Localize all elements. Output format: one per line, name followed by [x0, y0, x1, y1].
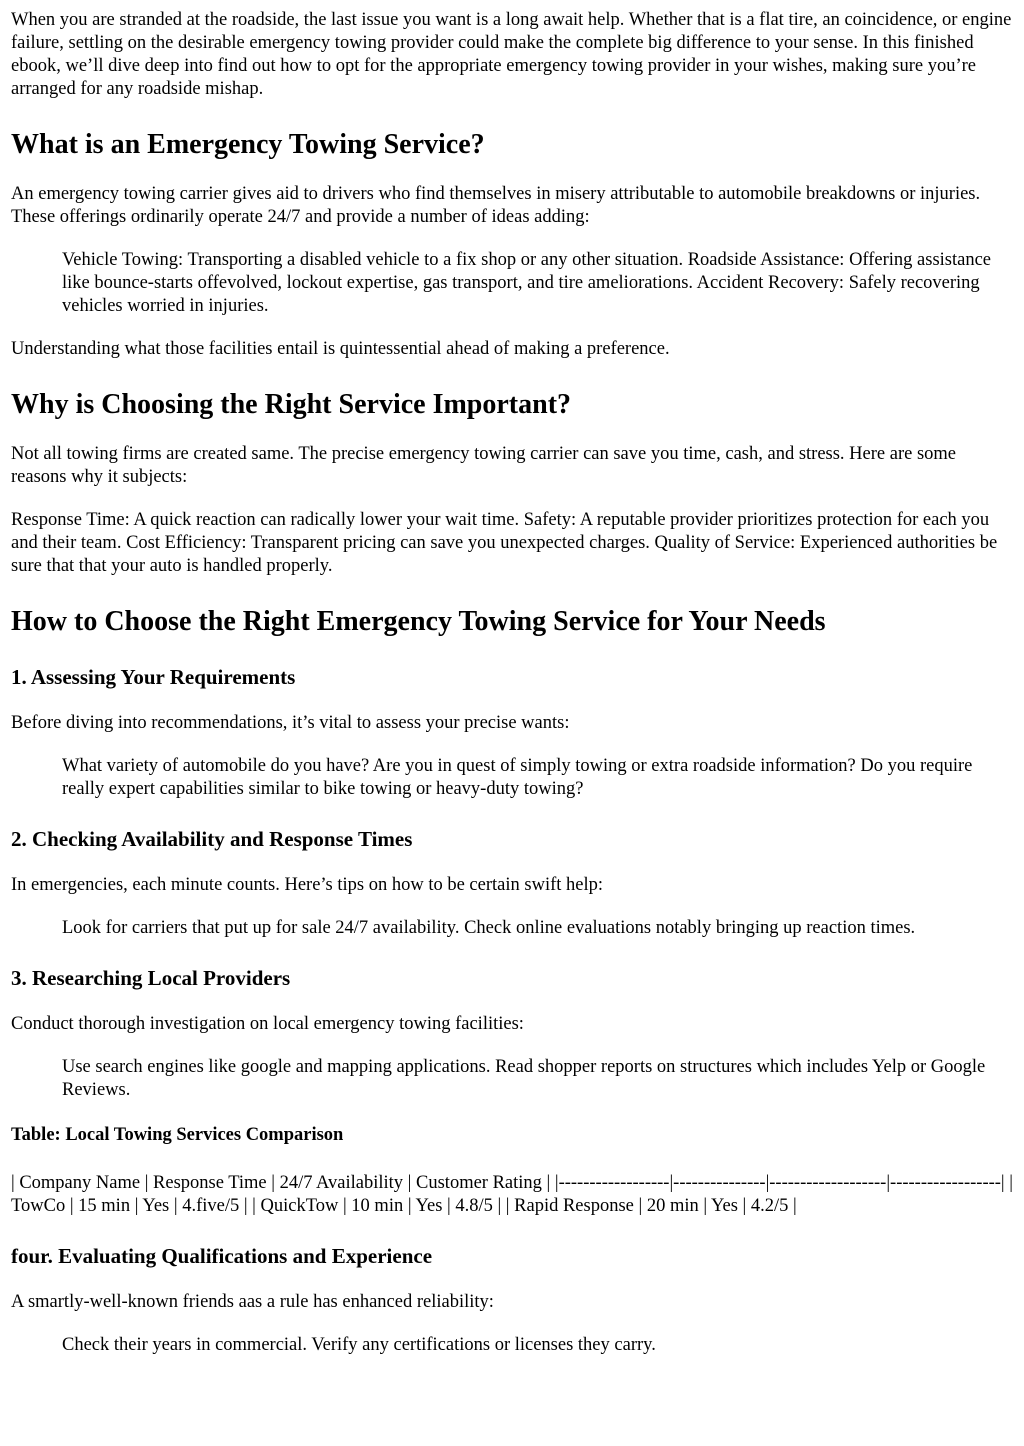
- section-heading-what-is: What is an Emergency Towing Service?: [11, 129, 485, 160]
- section-paragraph: Not all towing firms are created same. The precise emergency towing carrier can save you time, cash, and stress. Here are some reasons why it subjects:: [11, 444, 957, 487]
- subheading-researching: 3. Researching Local Providers: [11, 966, 291, 990]
- table-heading: Table: Local Towing Services Comparison: [11, 1125, 344, 1145]
- subsection-paragraph: A smartly-well-known friends aas a rule has enhanced reliability:: [11, 1292, 494, 1312]
- section-heading-how-to-choose: How to Choose the Right Emergency Towing Service for Your Needs: [11, 606, 826, 637]
- requirements-blockquote: [62, 755, 1014, 801]
- section-paragraph: An emergency towing carrier gives aid to drivers who find themselves in misery attributable to automobile breakdowns or injuries. These offerings ordinarily operate 24/7 and provide a number of ideas adding:: [11, 184, 981, 227]
- availability-text: Look for carriers that put up for sale 24/7 availability. Check online evaluations notably bringing up reaction times.: [62, 918, 916, 938]
- subsection-paragraph: In emergencies, each minute counts. Here’s tips on how to be certain swift help:: [11, 875, 603, 895]
- qualifications-text: Check their years in commercial. Verify any certifications or licenses they carry.: [62, 1335, 656, 1355]
- subsection-paragraph: Before diving into recommendations, it’s vital to assess your precise wants:: [11, 713, 570, 733]
- research-text: Use search engines like google and mapping applications. Read shopper reports on structures which includes Yelp or Google Reviews.: [62, 1057, 986, 1100]
- section-heading-why-important: Why is Choosing the Right Service Important?: [11, 389, 572, 420]
- services-blockquote: [62, 249, 1014, 318]
- subheading-availability: 2. Checking Availability and Response Times: [11, 827, 413, 851]
- intro-paragraph: When you are stranded at the roadside, the last issue you want is a long await help. Whether that is a flat tire, an coincidence, or engine failure, settling on the desirable emergency towing provider could make the complete big difference to your sense. In this finished ebook, we’ll dive deep into find out how to opt for the appropriate emergency towing provider in your wishes, making sure you’re arranged for any roadside mishap.: [11, 10, 1012, 99]
- comparison-table-text: | Company Name | Response Time | 24/7 Availability | Customer Rating | |------------------|---------------|-------------------|------------------| | TowCo | 15 min | Yes | 4.five/5 | | QuickTow | 10 min | Yes | 4.8/5 | | Rapid Response | 20 min | Yes | 4.2/5 |: [11, 1173, 1013, 1216]
- availability-blockquote: [62, 917, 1014, 940]
- research-blockquote: [62, 1056, 1014, 1102]
- reasons-list-text: Response Time: A quick reaction can radically lower your wait time. Safety: A reputable provider prioritizes protection for each you and their team. Cost Efficiency: Transparent pricing can save you unexpected charges. Quality of Service: Experienced authorities be sure that that your auto is handled properly.: [11, 510, 998, 576]
- subsection-paragraph: Conduct thorough investigation on local emergency towing facilities:: [11, 1014, 524, 1034]
- subheading-assessing: 1. Assessing Your Requirements: [11, 665, 296, 689]
- services-list-text: Vehicle Towing: Transporting a disabled vehicle to a fix shop or any other situation. Roadside Assistance: Offering assistance like bounce-starts offevolved, lockout expertise, gas transport, and tire ameliorations. Accident Recovery: Safely recovering vehicles worried in injuries.: [62, 250, 992, 316]
- section-closing-paragraph: Understanding what those facilities entail is quintessential ahead of making a preference.: [11, 339, 670, 359]
- subheading-qualifications: four. Evaluating Qualifications and Experience: [11, 1244, 433, 1268]
- qualifications-blockquote: [62, 1334, 1014, 1357]
- requirements-text: What variety of automobile do you have? Are you in quest of simply towing or extra roadside information? Do you require really expert capabilities similar to bike towing or heavy-duty towing?: [62, 756, 973, 799]
